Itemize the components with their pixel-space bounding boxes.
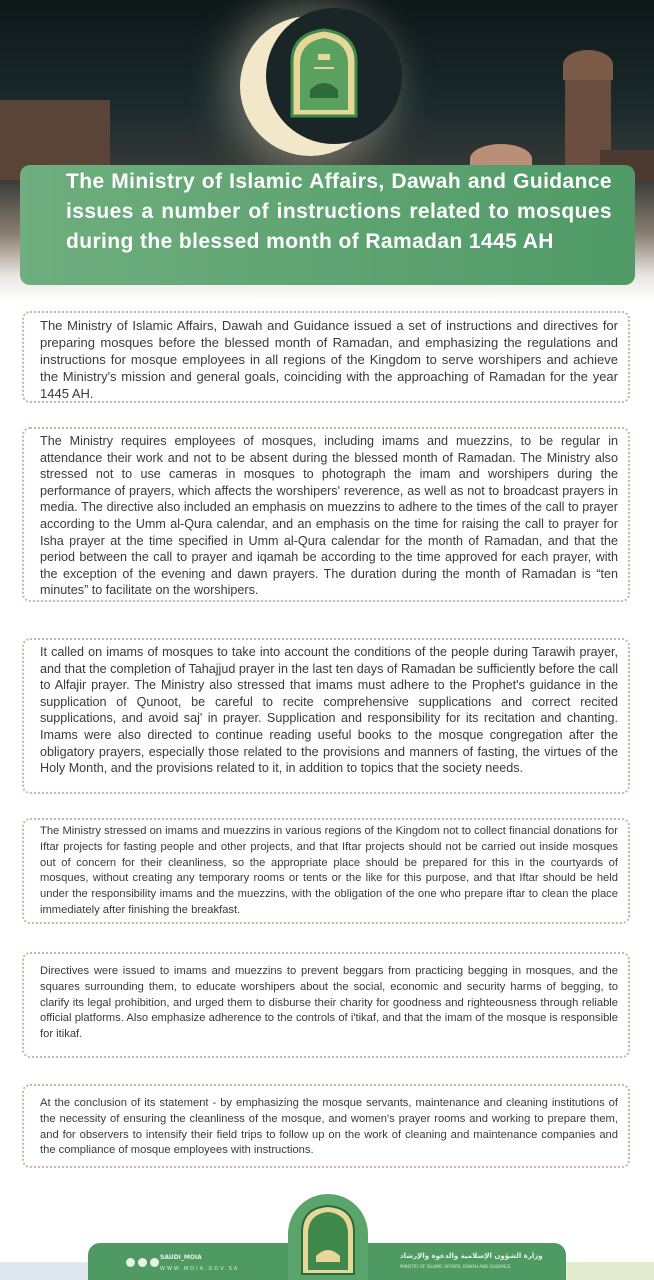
- instagram-icon[interactable]: [138, 1258, 147, 1267]
- ministry-logo-icon: [288, 28, 360, 118]
- ministry-name-english: MINISTRY OF ISLAMIC AFFAIRS, DAWAH AND GUIDANCE: [400, 1264, 511, 1269]
- paragraph-card-5: [22, 952, 630, 1058]
- paragraph-text: The Ministry of Islamic Affairs, Dawah and Guidance issued a set of instructions and directives for preparing mosques before the blessed month of Ramadan, and emphasizing the regulations and instructions for mosque employees in all regions of the Kingdom to serve worshipers and achieve the Ministry's mission and general goals, coinciding with the approaching of Ramadan for the year 1445 AH.: [40, 318, 618, 401]
- page-title: The Ministry of Islamic Affairs, Dawah and Guidance issues a number of instructions related to mosques during the blessed month of Ramadan 1445 AH: [66, 170, 612, 253]
- social-handle: SAUDI_MOIA: [160, 1254, 202, 1261]
- paragraph-card-1: [22, 311, 630, 403]
- ministry-name-arabic: وزارة الشؤون الإسلامية والدعوة والإرشاد: [400, 1252, 543, 1260]
- facebook-icon[interactable]: [150, 1258, 159, 1267]
- social-icons: [126, 1258, 159, 1267]
- paragraph-card-3: [22, 638, 630, 794]
- paragraph-text: The Ministry stressed on imams and muezzins in various regions of the Kingdom not to collect financial donations for Iftar projects for fasting people and other projects, and that Iftar projects should not be carried out inside mosques out of concern for their cleanliness, so the appropriate place should be prepared for this in the courtyards of mosques, without creating any temporary rooms or tents or the like for this purpose, and that Iftar should be held under the responsibility imams and the muezzins, with the obligation of the one who prepare iftar to clean the place immediately after finishing the breakfast.: [40, 825, 618, 916]
- paragraph-card-6: [22, 1084, 630, 1168]
- paragraph-text: It called on imams of mosques to take into account the conditions of the people during Tarawih prayer, and that the completion of Tahajjud prayer in the last ten days of Ramadan be sufficiently before the call to Alfajir prayer. The Ministry also stressed that imams must adhere to the Prophet's guidance in the supplication of Qunoot, be careful to recite comprehensive supplications and correct recited supplications, and avoid saj' in prayer. Supplication and responsibility for its recitation and chanting. Imams were also directed to continue reading useful books to the mosque congregation after the obligatory prayers, especially those related to the provisions and manners of fasting, the virtues of the Holy Month, and the provisions related to it, in addition to topics that the society needs.: [40, 645, 618, 776]
- website-url[interactable]: WWW.MOIA.GOV.SA: [160, 1266, 240, 1272]
- paragraph-text: At the conclusion of its statement - by emphasizing the mosque servants, maintenance and cleaning institutions of the necessity of ensuring the cleanliness of the mosque, and women's prayer rooms and working to prepare them, and for observers to intensify their field trips to follow up on the work of cleaning and maintenance companies and the compliance of mosque employees with instructions.: [40, 1097, 618, 1157]
- footer-ministry-logo-icon: [298, 1204, 358, 1276]
- twitter-icon[interactable]: [126, 1258, 135, 1267]
- title-box: [20, 165, 635, 285]
- paragraph-card-2: [22, 427, 630, 602]
- paragraph-text: The Ministry requires employees of mosques, including imams and muezzins, to be regular in attendance their work and not to be absent during the blessed month of Ramadan. The Ministry also stressed not to use cameras in mosques to photograph the imam and worshipers during the performance of prayers, which affects the worshipers' reverence, as well as not to broadcast prayers in media. The directive also included an emphasis on muezzins to adhere to the times of the call to prayer according to the Umm al-Qura calendar, and an emphasis on the time for raising the call to prayer for Isha prayer at the time specified in Umm al-Qura calendar for the month of Ramadan, and that the period between the call to prayer and iqamah be according to the time approved for each prayer, with the exception of the evening and dawn prayers. The duration during the month of Ramadan is “ten minutes” to facilitate on the worshipers.: [40, 434, 618, 598]
- paragraph-card-4: [22, 818, 630, 924]
- paragraph-text: Directives were issued to imams and muezzins to prevent beggars from practicing begging in mosques, and the squares surrounding them, to educate worshipers about the social, economic and security harms of begging, to clarify its legal prohibition, and urged them to disburse their charity for goodness and righteousness through reliable official platforms. Also emphasize adherence to the controls of i'tikaf, and that the imam of the mosque is responsible for itikaf.: [40, 965, 618, 1041]
